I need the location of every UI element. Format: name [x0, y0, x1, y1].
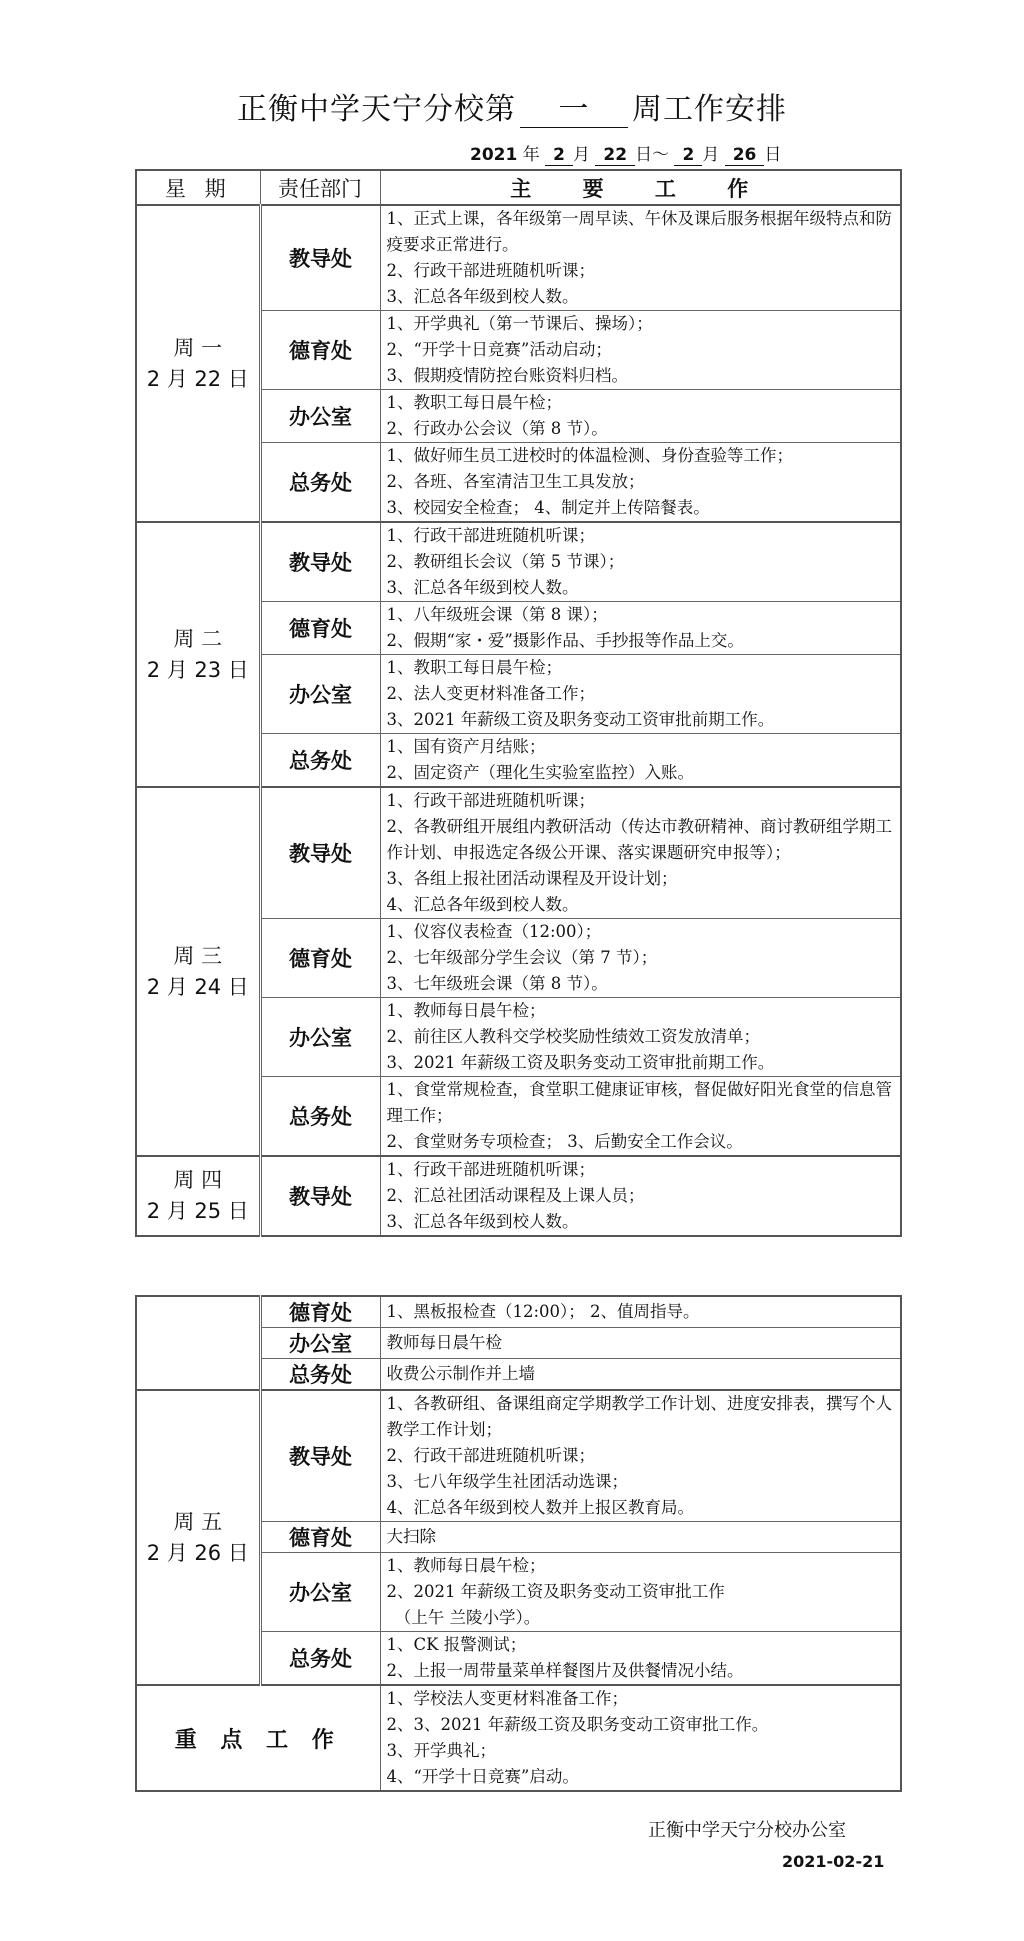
day-cell-continued: [136, 1296, 260, 1390]
work-item: 1、做好师生员工进校时的体温检测、身份查验等工作；: [386, 446, 793, 465]
table-row: [136, 1156, 901, 1236]
work-item: 2、各教研组开展组内教研活动（传达市教研精神、商讨教研组学期工作计划、申报选定各级公开课、落实课题研究申报等）；: [386, 817, 892, 862]
table-header-row: [136, 170, 901, 205]
work-item: 3、七八年级学生社团活动选课；: [386, 1472, 628, 1491]
day-name: 周 四: [173, 1168, 223, 1192]
work-item: 3、汇总各年级到校人数。: [386, 578, 579, 597]
day-date: 2 月 26 日: [146, 1540, 249, 1565]
work-item: 3、2021 年薪级工资及职务变动工资审批前期工作。: [386, 1053, 775, 1072]
date-end-day: 26: [725, 145, 765, 166]
date-end-day-unit: 日: [764, 145, 782, 165]
work-item: （上午 兰陵小学）。: [386, 1608, 541, 1627]
work-item: 2、上报一周带量菜单样餐图片及供餐情况小结。: [386, 1661, 744, 1680]
day-cell: [136, 787, 260, 1156]
work-item: 2、行政办公会议（第 8 节）。: [386, 419, 608, 438]
work-item: 3、各组上报社团活动课程及开设计划；: [386, 869, 678, 888]
work-item: 1、国有资产月结账；: [386, 737, 546, 756]
day-date: 2 月 24 日: [146, 974, 249, 999]
table-row: [136, 522, 901, 602]
work-item: 大扫除: [386, 1527, 436, 1546]
work-item: 1、CK 报警测试；: [386, 1635, 527, 1654]
work-cell: [380, 443, 901, 523]
work-cell: [380, 1156, 901, 1236]
table-row: [136, 1390, 901, 1522]
schedule-table-part2: [135, 1295, 902, 1792]
day-cell: [136, 1156, 260, 1236]
dept-cell: 办公室: [260, 390, 380, 443]
day-name: 周 一: [173, 335, 223, 360]
work-cell: [380, 1359, 901, 1391]
table-row: [136, 787, 901, 919]
table-row: [136, 205, 901, 311]
work-item: 3、七年级班会课（第 8 节）。: [386, 974, 608, 993]
work-item: 1、开学典礼（第一节课后、操场）；: [386, 314, 653, 333]
dept-cell: 办公室: [260, 1328, 380, 1359]
work-item: 4、汇总各年级到校人数。: [386, 895, 579, 914]
work-item: 1、八年级班会课（第 8 课）；: [386, 605, 608, 624]
work-cell: [380, 602, 901, 655]
issuing-office: 正衡中学天宁分校办公室: [648, 1820, 846, 1841]
work-item: 4、“开学十日竞赛”启动。: [386, 1767, 579, 1786]
day-date: 2 月 22 日: [146, 366, 249, 391]
day-cell: [136, 522, 260, 787]
work-item: 收费公示制作并上墙: [386, 1364, 535, 1383]
work-item: 2、“开学十日竞赛”活动启动；: [386, 340, 612, 359]
work-item: 1、教师每日晨午检；: [386, 1001, 546, 1020]
work-item: 2、行政干部进班随机听课；: [386, 1446, 595, 1465]
day-name: 周 三: [173, 943, 223, 968]
dept-cell: 德育处: [260, 919, 380, 998]
work-item: 1、教职工每日晨午检；: [386, 658, 562, 677]
dept-cell: 教导处: [260, 1156, 380, 1236]
page-title: [0, 84, 1024, 128]
work-item: 教师每日晨午检: [386, 1333, 502, 1352]
work-item: 2、食堂财务专项检查； 3、后勤安全工作会议。: [386, 1132, 743, 1151]
dept-cell: 德育处: [260, 1522, 380, 1553]
work-item: 2、2021 年薪级工资及职务变动工资审批工作: [386, 1582, 725, 1601]
work-item: 2、教研组长会议（第 5 节课）；: [386, 552, 625, 571]
dept-cell: 教导处: [260, 787, 380, 919]
work-cell: [380, 1553, 901, 1632]
key-work-row: [136, 1685, 901, 1791]
dept-cell: 总务处: [260, 1632, 380, 1686]
work-cell: [380, 919, 901, 998]
date-year-unit: 年: [522, 145, 540, 165]
work-item: 3、校园安全检查； 4、制定并上传陪餐表。: [386, 498, 710, 517]
work-item: 2、七年级部分学生会议（第 7 节）；: [386, 948, 658, 967]
work-item: 2、前往区人教科交学校奖励性绩效工资发放清单；: [386, 1027, 760, 1046]
work-cell: [380, 205, 901, 311]
header-work: 主 要 工 作: [380, 170, 901, 205]
schedule-table-part1: [135, 169, 902, 1237]
work-cell: [380, 522, 901, 602]
day-date: 2 月 23 日: [146, 657, 249, 682]
work-item: 1、教职工每日晨午检；: [386, 393, 562, 412]
work-item: 1、行政干部进班随机听课；: [386, 791, 595, 810]
title-suffix: 周工作安排: [632, 92, 787, 127]
work-cell: [380, 1632, 901, 1686]
work-item: 3、开学典礼；: [386, 1741, 496, 1760]
work-cell: [380, 1077, 901, 1157]
date-end-month: 2: [674, 145, 702, 166]
work-item: 1、食堂常规检查，食堂职工健康证审核，督促做好阳光食堂的信息管理工作；: [386, 1080, 892, 1125]
work-cell: [380, 390, 901, 443]
day-cell: [136, 205, 260, 522]
date-end-month-unit: 月: [702, 145, 720, 165]
work-item: 2、固定资产（理化生实验室监控）入账。: [386, 763, 694, 782]
dept-cell: 教导处: [260, 1390, 380, 1522]
header-day: 星 期: [136, 170, 260, 205]
date-day-unit: 日～: [635, 145, 670, 165]
issue-date: 2021-02-21: [782, 1852, 885, 1871]
day-name: 周 五: [173, 1509, 223, 1534]
day-cell: [136, 1390, 260, 1685]
day-name: 周 二: [173, 626, 223, 651]
work-cell: [380, 1685, 901, 1791]
work-item: 2、各班、各室清洁卫生工具发放；: [386, 472, 645, 491]
work-item: 3、汇总各年级到校人数。: [386, 287, 579, 306]
dept-cell: 总务处: [260, 1359, 380, 1391]
date-start-day: 22: [595, 145, 635, 166]
dept-cell: 教导处: [260, 522, 380, 602]
dept-cell: 办公室: [260, 655, 380, 734]
work-item: 1、学校法人变更材料准备工作；: [386, 1689, 628, 1708]
work-cell: [380, 311, 901, 390]
dept-cell: 德育处: [260, 602, 380, 655]
work-cell: [380, 1328, 901, 1359]
work-cell: [380, 734, 901, 788]
dept-cell: 德育处: [260, 1296, 380, 1328]
work-item: 3、假期疫情防控台账资料归档。: [386, 366, 628, 385]
work-item: 2、法人变更材料准备工作；: [386, 684, 595, 703]
dept-cell: 总务处: [260, 734, 380, 788]
date-start-month: 2: [545, 145, 573, 166]
key-work-label: 重 点 工 作: [136, 1685, 380, 1791]
work-item: 3、2021 年薪级工资及职务变动工资审批前期工作。: [386, 710, 775, 729]
dept-cell: 办公室: [260, 998, 380, 1077]
work-cell: [380, 1522, 901, 1553]
dept-cell: 总务处: [260, 443, 380, 523]
date-month-unit: 月: [572, 145, 590, 165]
work-item: 2、假期“家・爱”摄影作品、手抄报等作品上交。: [386, 631, 744, 650]
table-row: [136, 1296, 901, 1328]
dept-cell: 教导处: [260, 205, 380, 311]
dept-cell: 办公室: [260, 1553, 380, 1632]
work-item: 2、3、2021 年薪级工资及职务变动工资审批工作。: [386, 1715, 769, 1734]
dept-cell: 德育处: [260, 311, 380, 390]
work-item: 1、正式上课，各年级第一周早读、午休及课后服务根据年级特点和防疫要求正常进行。: [386, 209, 892, 254]
work-item: 1、教师每日晨午检；: [386, 1556, 546, 1575]
work-item: 3、汇总各年级到校人数。: [386, 1212, 579, 1231]
title-week-number: 一: [520, 93, 628, 128]
work-item: 1、行政干部进班随机听课；: [386, 526, 595, 545]
work-cell: [380, 655, 901, 734]
work-cell: [380, 998, 901, 1077]
work-item: 1、仪容仪表检查（12:00）；: [386, 922, 602, 941]
date-range: [470, 140, 781, 166]
title-prefix: 正衡中学天宁分校第: [237, 92, 516, 127]
work-item: 1、黑板报检查（12:00）； 2、值周指导。: [386, 1302, 700, 1321]
work-cell: [380, 1296, 901, 1328]
work-item: 2、行政干部进班随机听课；: [386, 261, 595, 280]
day-date: 2 月 25 日: [146, 1199, 249, 1223]
work-item: 1、行政干部进班随机听课；: [386, 1160, 595, 1179]
work-cell: [380, 1390, 901, 1522]
dept-cell: 总务处: [260, 1077, 380, 1157]
work-item: 1、各教研组、备课组商定学期教学工作计划、进度安排表，撰写个人教学工作计划；: [386, 1394, 892, 1439]
work-cell: [380, 787, 901, 919]
work-item: 4、汇总各年级到校人数并上报区教育局。: [386, 1498, 694, 1517]
header-dept: 责任部门: [260, 170, 380, 205]
work-item: 2、汇总社团活动课程及上课人员；: [386, 1186, 645, 1205]
date-year: 2021: [470, 145, 518, 165]
